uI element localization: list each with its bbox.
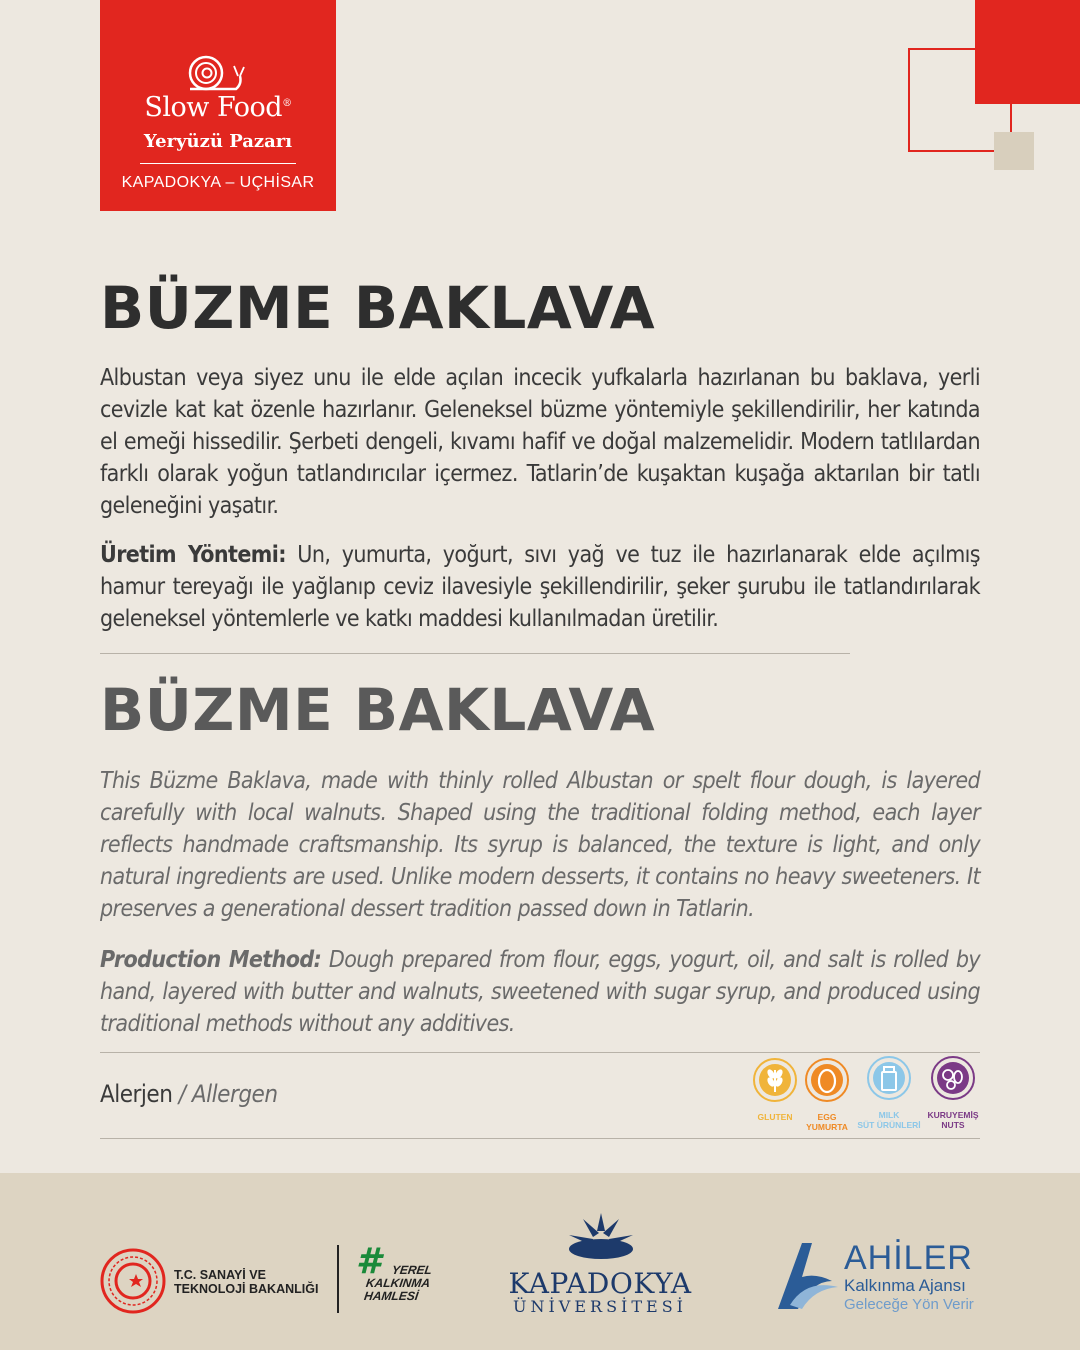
- allergen-egg-line1: EGG: [817, 1112, 837, 1122]
- egg-icon: [805, 1058, 849, 1102]
- allergen-egg: [794, 1058, 860, 1132]
- agency-subtitle: Kalkınma Ajansı: [844, 1276, 966, 1295]
- decor-beige-square: [994, 132, 1034, 170]
- allergen-egg-line2: YUMURTA: [806, 1122, 848, 1132]
- university-subtitle: ÜNİVERSİTESİ: [513, 1297, 687, 1316]
- method-english: [100, 944, 980, 1040]
- description-turkish: Albustan veya siyez unu ile elde açılan incecik yufkalarla hazırlanan bu baklava, yerli cevizle kat kat özenle hazırlanır. Geleneksel büzme yöntemiyle şekillendirilir, her katında el emeği hissedilir. Şerbeti dengeli, kıvamı hafif ve doğal malzemelidir. Modern tatlılardan farklı olarak yoğun tatlandırıcılar içermez. Tatlarin’de kuşaktan kuşağa aktarılan bir tatlı geleneğini yaşatır.: [100, 365, 980, 519]
- description-english: This Büzme Baklava, made with thinly rolled Albustan or spelt flour dough, is layered carefully with local walnuts. Shaped using the traditional folding method, each layer reflects handmade craftsmanship. Its syrup is balanced, the texture is light, and only natural ingredients are used. Unlike modern desserts, it contains no heavy sweeteners. It preserves a generational dessert tradition passed down in Tatlarin.: [100, 768, 980, 922]
- allergen-bottom-rule: [100, 1138, 980, 1139]
- agency-slogan: Geleceğe Yön Verir: [844, 1296, 974, 1313]
- method-turkish: [100, 539, 980, 635]
- nuts-icon: [931, 1056, 975, 1100]
- method-text-english: Dough prepared from flour, eggs, yogurt, oil, and salt is rolled by hand, layered with butter and walnuts, sweetened with sugar syrup, and produced using traditional methods without any additives.: [100, 947, 981, 1037]
- ministry-name: T.C. SANAYİ VE TEKNOLOJİ BAKANLIĞI: [174, 1268, 319, 1296]
- allergen-milk-line1: MILK: [878, 1110, 900, 1120]
- university-name: KAPADOKYA: [508, 1267, 692, 1300]
- brand-divider: [140, 163, 296, 164]
- brand-subtitle: Yeryüzü Pazarı: [143, 131, 293, 152]
- allergen-nuts-line2: NUTS: [941, 1120, 965, 1130]
- allergen-top-rule: [100, 1052, 980, 1053]
- ministry-seal-icon: [100, 1248, 166, 1314]
- brand-name: Slow Food®: [144, 92, 292, 123]
- allergen-nuts-line1: KURUYEMİŞ: [927, 1110, 979, 1120]
- method-label-turkish: Üretim Yöntemi:: [100, 542, 286, 568]
- allergen-nuts: [920, 1056, 986, 1130]
- university-emblem-icon: [563, 1209, 639, 1265]
- allergen-milk: [856, 1056, 922, 1130]
- allergen-gluten-line1: GLUTEN: [757, 1112, 793, 1122]
- brand-location: KAPADOKYA – UÇHİSAR: [121, 174, 315, 191]
- allergen-milk-line2: SÜT ÜRÜNLERİ: [857, 1120, 921, 1130]
- footer: [0, 1173, 1080, 1350]
- title-english: BÜZME BAKLAVA: [100, 676, 656, 744]
- hashtag-icon: #: [356, 1241, 382, 1282]
- wheat-icon: [753, 1058, 797, 1102]
- agency-name: AHİLER: [844, 1239, 973, 1277]
- method-label-english: Production Method:: [100, 947, 322, 973]
- allergen-label: Alerjen / Allergen: [100, 1080, 278, 1108]
- slow-food-logo: [100, 0, 336, 211]
- milk-icon: [867, 1056, 911, 1100]
- ahiler-logo-icon: [772, 1239, 842, 1313]
- method-text-turkish: Un, yumurta, yoğurt, sıvı yağ ve tuz ile hazırlanarak elde açılmış hamur tereyağı ile yağlanıp ceviz ilavesiyle şekillendirilir, şeker şurubu ile tatlandırılarak geleneksel yöntemlerle ve katkı maddesi kullanılmadan üretilir.: [100, 542, 980, 632]
- section-divider: [100, 653, 850, 654]
- title-turkish: BÜZME BAKLAVA: [100, 274, 656, 342]
- campaign-name: YEREL KALKINMA HAMLESİ: [363, 1263, 433, 1303]
- footer-divider: [337, 1245, 339, 1313]
- snail-icon: [186, 54, 248, 92]
